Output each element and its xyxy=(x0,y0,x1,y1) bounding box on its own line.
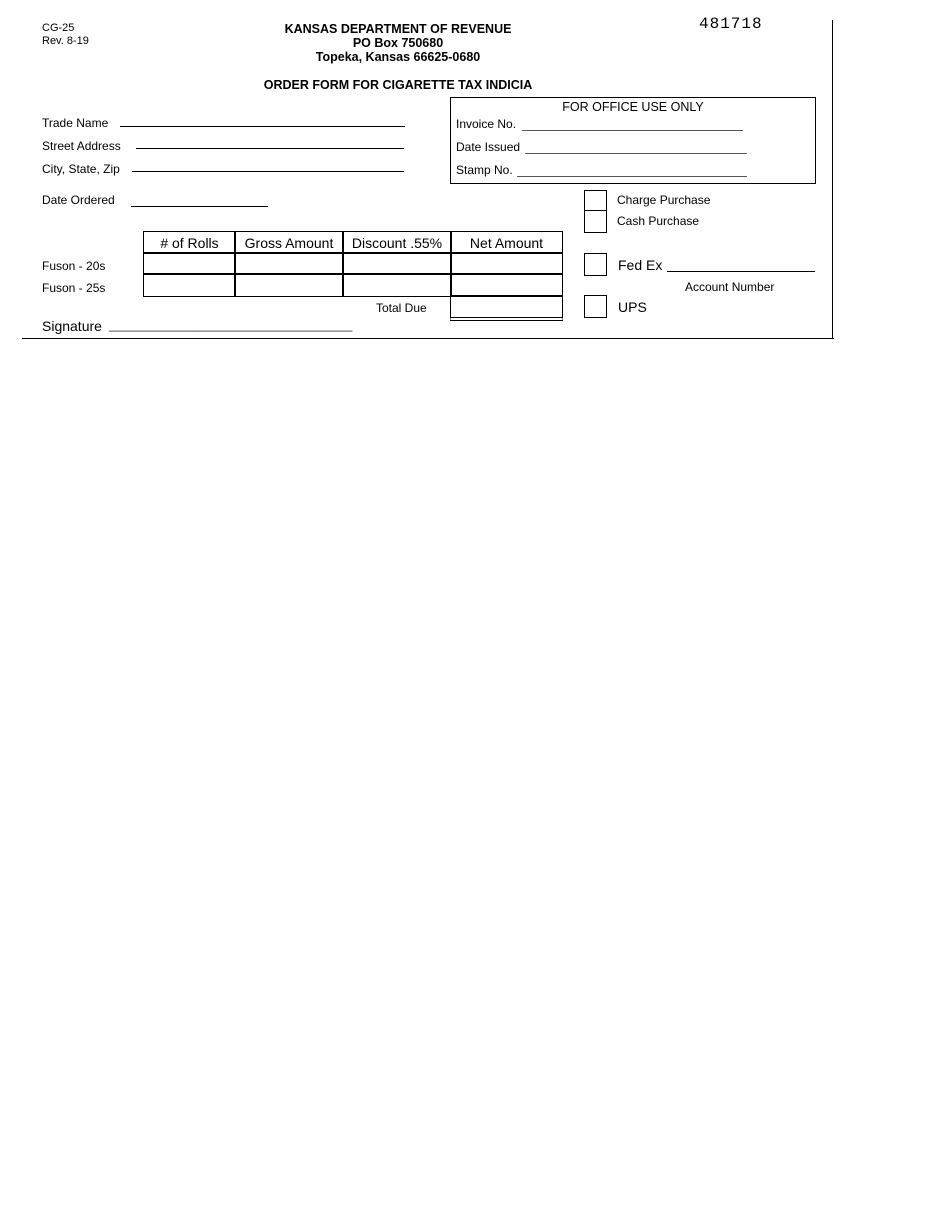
header-discount: Discount .55% xyxy=(342,231,452,254)
city-line: Topeka, Kansas 66625-0680 xyxy=(315,50,481,64)
account-number-label: Account Number xyxy=(685,280,775,294)
stamp-field[interactable] xyxy=(517,176,747,177)
department-name: KANSAS DEPARTMENT OF REVENUE xyxy=(284,22,512,36)
gross-20s-cell[interactable] xyxy=(234,252,344,275)
trade-name-field[interactable] xyxy=(120,126,405,127)
row-label-fuson-20s: Fuson - 20s xyxy=(42,259,106,273)
header-rolls: # of Rolls xyxy=(143,231,236,254)
form-title: ORDER FORM FOR CIGARETTE TAX INDICIA xyxy=(263,78,533,92)
signature-field[interactable]: ___________________________________ xyxy=(109,318,353,332)
header-gross-amount: Gross Amount xyxy=(234,231,344,254)
rolls-25s-cell[interactable] xyxy=(143,273,236,297)
invoice-label: Invoice No. xyxy=(456,117,517,131)
rolls-20s-cell[interactable] xyxy=(143,252,236,275)
agency-header xyxy=(248,22,548,64)
date-ordered-field[interactable] xyxy=(131,206,268,207)
date-issued-label: Date Issued xyxy=(456,140,521,154)
total-due-label: Total Due xyxy=(376,301,427,315)
po-box: PO Box 750680 xyxy=(352,36,444,50)
signature-label: Signature xyxy=(42,318,102,334)
fedex-label: Fed Ex xyxy=(618,257,663,273)
row-label-fuson-25s: Fuson - 25s xyxy=(42,281,106,295)
total-due-cell[interactable] xyxy=(450,295,563,321)
cash-purchase-label: Cash Purchase xyxy=(617,214,700,228)
ups-checkbox[interactable] xyxy=(584,295,607,318)
cash-purchase-checkbox[interactable] xyxy=(584,210,607,233)
office-use-title: FOR OFFICE USE ONLY xyxy=(562,100,704,114)
office-use-box xyxy=(450,97,816,184)
street-address-field[interactable] xyxy=(136,148,404,149)
charge-purchase-label: Charge Purchase xyxy=(617,193,711,207)
trade-name-label: Trade Name xyxy=(42,116,109,130)
net-25s-cell[interactable] xyxy=(450,273,563,297)
ups-label: UPS xyxy=(618,299,647,315)
discount-25s-cell[interactable] xyxy=(342,273,452,297)
header-net-amount: Net Amount xyxy=(450,231,563,254)
date-issued-field[interactable] xyxy=(525,153,747,154)
fedex-checkbox[interactable] xyxy=(584,253,607,276)
city-state-zip-field[interactable] xyxy=(132,171,404,172)
form-code: CG-25 xyxy=(42,22,75,34)
date-ordered-label: Date Ordered xyxy=(42,193,115,207)
gross-25s-cell[interactable] xyxy=(234,273,344,297)
fedex-account-field[interactable] xyxy=(667,271,815,272)
invoice-field[interactable] xyxy=(522,130,743,131)
net-20s-cell[interactable] xyxy=(450,252,563,275)
form-revision: Rev. 8-19 xyxy=(42,35,89,47)
stamp-label: Stamp No. xyxy=(456,163,513,177)
form-number: 481718 xyxy=(699,15,763,33)
street-address-label: Street Address xyxy=(42,139,121,153)
discount-20s-cell[interactable] xyxy=(342,252,452,275)
bottom-border xyxy=(22,338,834,339)
right-border xyxy=(832,20,833,339)
city-state-zip-label: City, State, Zip xyxy=(42,162,120,176)
